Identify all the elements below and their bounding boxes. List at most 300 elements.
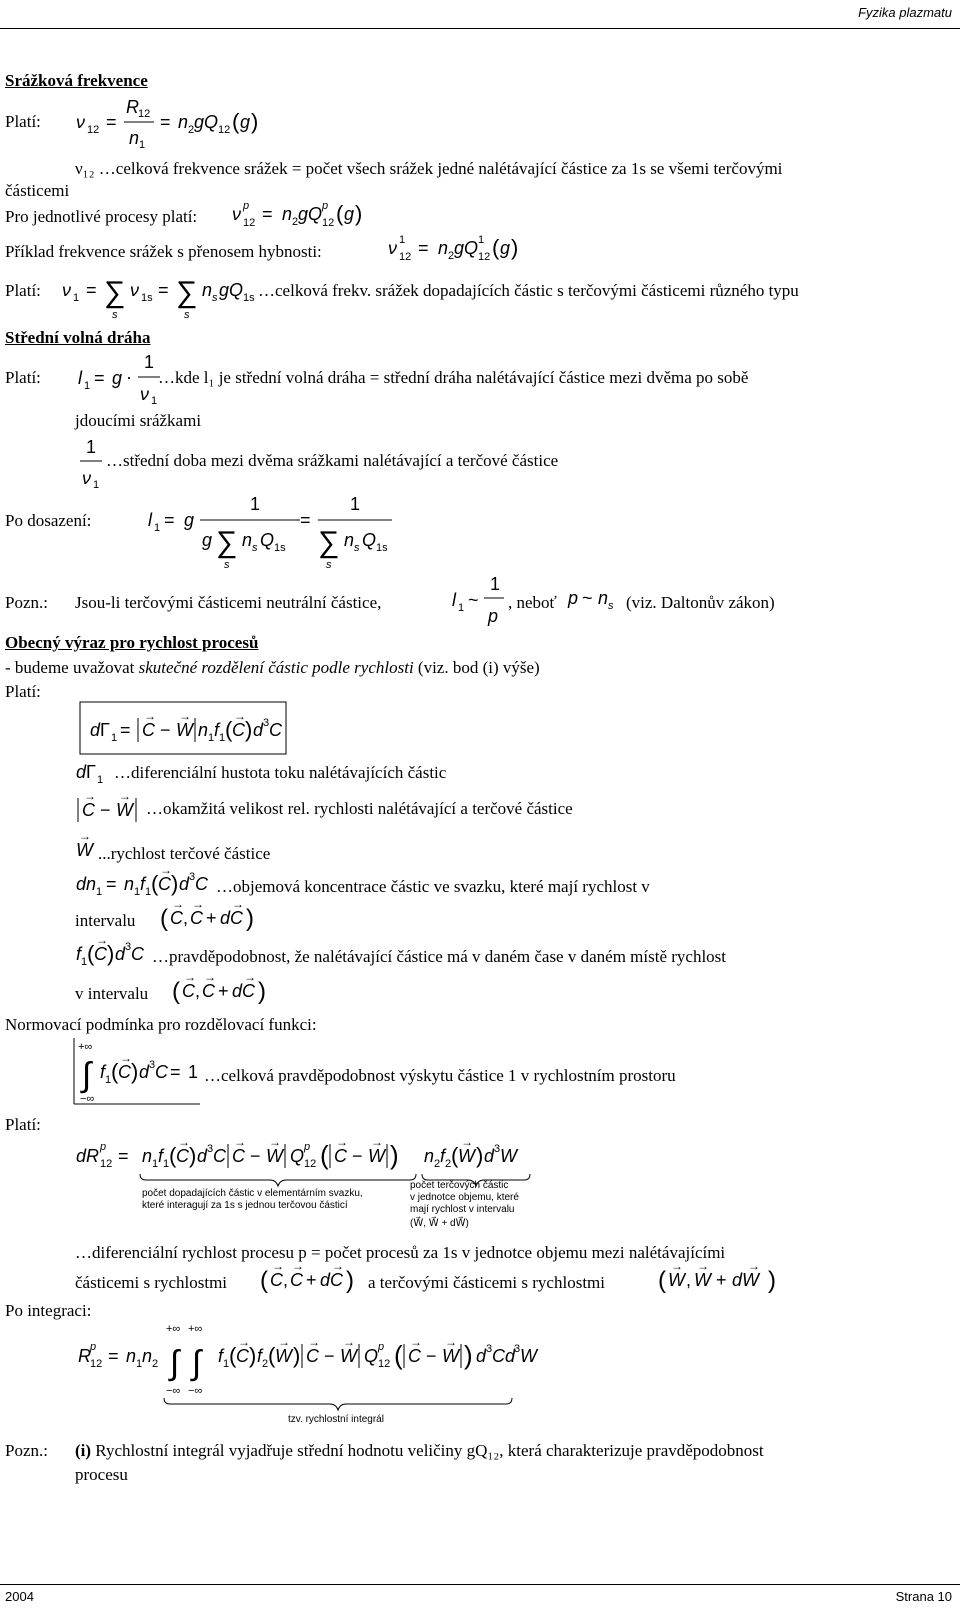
svg-text:12: 12 — [218, 124, 231, 136]
svg-text:f: f — [100, 1062, 106, 1082]
svg-text:C: C — [306, 1346, 319, 1366]
svg-text:3: 3 — [189, 871, 196, 883]
brace-label-2a: počet terčových částic — [410, 1180, 509, 1191]
section-heading-stredni-volna-draha: Střední volná dráha — [5, 328, 151, 347]
svg-text:n: n — [242, 530, 253, 550]
svg-text:p: p — [90, 1341, 97, 1353]
svg-text:→: → — [238, 1335, 250, 1349]
svg-text:f: f — [218, 1346, 224, 1366]
svg-text:d: d — [476, 1346, 487, 1366]
svg-text:d: d — [253, 720, 264, 740]
pozn-text-3: (viz. Daltonův zákon) — [626, 593, 775, 612]
svg-text:(: ( — [232, 109, 240, 134]
svg-text:∫: ∫ — [170, 1344, 180, 1382]
symbol-rel-velocity — [74, 790, 148, 826]
svg-text:12: 12 — [138, 108, 151, 120]
svg-text:·: · — [126, 367, 132, 387]
label-plati-2: Platí: — [5, 281, 41, 300]
po-dosazeni: Po dosazení: — [5, 511, 92, 530]
svg-text:(: ( — [492, 235, 500, 260]
svg-text:2: 2 — [448, 250, 455, 262]
svg-text:1s: 1s — [141, 292, 153, 304]
svg-text:gQ: gQ — [194, 112, 219, 132]
svg-text:~: ~ — [582, 588, 593, 608]
svg-text:−: − — [352, 1146, 363, 1166]
footer-rule — [0, 1584, 960, 1585]
pozn-label-2: Pozn.: — [5, 1441, 48, 1460]
svg-text:→: → — [204, 971, 216, 984]
svg-text:n: n — [124, 874, 135, 894]
svg-text:): ) — [464, 1340, 473, 1370]
svg-text:=: = — [300, 510, 311, 530]
svg-text:→: → — [445, 1335, 457, 1349]
svg-text:−∞: −∞ — [188, 1385, 203, 1397]
svg-text:d: d — [179, 874, 190, 894]
svg-text:C: C — [142, 720, 155, 740]
svg-text:C: C — [202, 981, 215, 1001]
svg-text:Q: Q — [362, 530, 377, 550]
celkova-frekv-text: …celková frekv. srážek dopadajících částic s terčovými částicemi různého typu — [258, 281, 799, 300]
svg-text:W: W — [442, 1346, 459, 1366]
svg-text:C: C — [408, 1346, 421, 1366]
svg-text:+: + — [206, 908, 217, 928]
svg-text:1: 1 — [145, 886, 152, 898]
svg-text:C: C — [270, 1270, 283, 1290]
interval-C-2 — [170, 971, 280, 1007]
svg-text:): ) — [189, 1143, 197, 1168]
diferencialni-rychlost-text: …diferenciální rychlost procesu p = počet procesů za 1s v jednotce objemu mezi nalétávajícími — [75, 1243, 726, 1262]
svg-text:l: l — [148, 510, 152, 530]
stredni-doba-text: …střední doba mezi dvěma srážkami nalétávající a terčové částice — [106, 451, 559, 470]
svg-text:): ) — [346, 1267, 354, 1294]
footer-year: 2004 — [5, 1589, 34, 1604]
svg-text:): ) — [293, 1343, 301, 1368]
svg-text:,: , — [283, 1270, 289, 1290]
svg-text:∑: ∑ — [216, 526, 238, 559]
svg-text:1: 1 — [490, 574, 501, 594]
svg-text:ν: ν — [388, 238, 397, 258]
svg-text:W: W — [500, 1146, 517, 1166]
svg-text:dC: dC — [220, 908, 244, 928]
svg-text:1: 1 — [73, 292, 80, 304]
normovaci-podminka: Normovací podmínka pro rozdělovací funkci: — [5, 1015, 317, 1034]
svg-text:f: f — [257, 1346, 263, 1366]
svg-text:C: C — [82, 800, 95, 820]
svg-text:1s: 1s — [274, 542, 286, 554]
svg-text:p: p — [304, 1141, 311, 1153]
svg-text:gQ: gQ — [454, 238, 479, 258]
svg-text:=: = — [106, 874, 117, 894]
svg-text:1: 1 — [154, 522, 161, 534]
svg-text:R: R — [78, 1346, 91, 1366]
svg-text:W: W — [266, 1146, 283, 1166]
svg-text:−: − — [250, 1146, 261, 1166]
pozn-text-i: (i) Rychlostní integrál vyjadřuje střední hodnotu veličiny gQ₁₂, která charakterizuje pravděpodobnost — [75, 1441, 764, 1460]
svg-text:=: = — [106, 112, 117, 132]
svg-text:Q: Q — [364, 1346, 379, 1366]
label-plati-5: Platí: — [5, 1115, 41, 1134]
svg-text:→: → — [697, 1260, 709, 1273]
svg-text:1: 1 — [97, 774, 104, 786]
equation-nu12p — [230, 196, 390, 232]
svg-text:=: = — [120, 720, 131, 740]
priklad-text: Příklad frekvence srážek s přenosem hybnosti: — [5, 242, 322, 261]
svg-text:C: C — [176, 1146, 189, 1166]
svg-text:→: → — [308, 1335, 320, 1349]
svg-text:−: − — [160, 720, 171, 740]
svg-text:(: ( — [151, 871, 159, 896]
svg-text:(: ( — [451, 1143, 459, 1168]
svg-text:f: f — [158, 1146, 164, 1166]
svg-text:1: 1 — [134, 886, 141, 898]
svg-text:,: , — [686, 1270, 692, 1290]
brace-label-1b: které interagují za 1s s jednou terčovou částicí — [142, 1200, 348, 1211]
svg-text:ν: ν — [232, 204, 241, 224]
svg-text:Q: Q — [290, 1146, 305, 1166]
equation-dn1 — [74, 864, 224, 900]
svg-text:n: n — [142, 1146, 153, 1166]
svg-text:=: = — [262, 204, 273, 224]
svg-text:d: d — [484, 1146, 495, 1166]
running-header: Fyzika plazmatu — [858, 5, 952, 20]
svg-text:∫: ∫ — [192, 1344, 202, 1382]
svg-text:d: d — [115, 944, 126, 964]
svg-text:1: 1 — [223, 1358, 230, 1370]
svg-text:n: n — [438, 238, 449, 258]
svg-text:s: s — [224, 559, 230, 571]
svg-text:1s: 1s — [243, 292, 255, 304]
svg-text:~: ~ — [468, 590, 479, 610]
svg-text:2: 2 — [152, 1358, 159, 1370]
svg-text:1: 1 — [163, 1158, 170, 1170]
svg-text:C: C — [334, 1146, 347, 1166]
svg-text:W: W — [176, 720, 193, 740]
svg-text:p: p — [568, 588, 579, 608]
svg-text:+: + — [218, 981, 229, 1001]
svg-text:C: C — [155, 1062, 168, 1082]
svg-text:W: W — [76, 840, 93, 860]
svg-text:1: 1 — [399, 234, 406, 246]
svg-text:1: 1 — [458, 602, 465, 614]
intro-line: - budeme uvažovat skutečné rozdělení částic podle rychlosti (viz. bod (i) výše) — [5, 658, 540, 677]
interval-W — [656, 1260, 796, 1296]
svg-text:): ) — [245, 717, 253, 742]
symbol-W-vector — [74, 830, 100, 862]
svg-text:n: n — [142, 1346, 153, 1366]
svg-text:C: C — [195, 874, 208, 894]
svg-text:(: ( — [268, 1343, 276, 1368]
svg-text:): ) — [511, 235, 519, 260]
svg-text:∑: ∑ — [176, 276, 198, 309]
pozn-text-i-cont: procesu — [75, 1465, 128, 1484]
svg-text:W: W — [694, 1270, 711, 1290]
svg-text:→: → — [234, 1135, 246, 1149]
svg-text:3: 3 — [207, 1143, 214, 1155]
svg-text:f: f — [76, 944, 82, 964]
brace-label-2d: (W⃗, W⃗ + dW⃗) — [410, 1218, 469, 1229]
svg-text:C: C — [131, 944, 144, 964]
svg-text:1: 1 — [105, 1074, 112, 1086]
svg-text:(: ( — [394, 1340, 403, 1370]
svg-text:12: 12 — [90, 1358, 103, 1370]
svg-text:ν: ν — [140, 384, 149, 404]
brace-label-2b: v jednotce objemu, které — [410, 1192, 519, 1203]
header-rule — [0, 28, 960, 29]
svg-text:p: p — [488, 606, 499, 626]
svg-text:n: n — [126, 1346, 137, 1366]
svg-text:,: , — [195, 981, 201, 1001]
intervalu-label: intervalu — [75, 911, 136, 930]
svg-text:3: 3 — [486, 1343, 493, 1355]
svg-text:→: → — [269, 1135, 281, 1149]
svg-text:l: l — [78, 368, 82, 388]
svg-text:C: C — [232, 1146, 245, 1166]
svg-text:1: 1 — [86, 437, 97, 457]
svg-text:s: s — [608, 600, 614, 612]
svg-text:dn: dn — [76, 874, 97, 894]
equation-nu12-1 — [386, 230, 546, 266]
svg-text:→: → — [671, 1260, 683, 1273]
svg-text:C: C — [190, 908, 203, 928]
section-heading-obecny-vyraz: Obecný výraz pro rychlost procesů — [5, 633, 259, 652]
svg-text:ν: ν — [82, 468, 91, 488]
svg-text:d: d — [139, 1062, 150, 1082]
svg-text:C: C — [118, 1062, 131, 1082]
svg-text:12: 12 — [304, 1158, 317, 1170]
svg-text:→: → — [179, 709, 191, 723]
interval-C-3 — [258, 1260, 368, 1296]
svg-text:(: ( — [111, 1059, 119, 1084]
svg-text:−∞: −∞ — [166, 1385, 181, 1397]
svg-text:→: → — [278, 1335, 290, 1349]
svg-text:→: → — [84, 790, 96, 803]
svg-text:12: 12 — [100, 1158, 113, 1170]
equation-p-prop-ns — [566, 586, 626, 614]
f1-description: …pravděpodobnost, že nalétávající částice má v daném čase v daném místě rychlost — [152, 947, 727, 966]
svg-text:Cd: Cd — [492, 1346, 516, 1366]
svg-text:g: g — [184, 510, 195, 530]
svg-text:): ) — [107, 941, 115, 966]
svg-text:2: 2 — [292, 216, 299, 228]
W-description: ...rychlost terčové částice — [98, 844, 271, 863]
equation-nu12 — [74, 96, 304, 150]
svg-text:12: 12 — [87, 124, 100, 136]
svg-text:→: → — [79, 830, 91, 843]
svg-text:C: C — [236, 1346, 249, 1366]
svg-text:s: s — [354, 542, 360, 554]
svg-text:): ) — [251, 109, 259, 134]
svg-text:): ) — [355, 201, 363, 226]
svg-text:W: W — [368, 1146, 385, 1166]
svg-text:ν: ν — [76, 112, 85, 132]
svg-text:): ) — [476, 1143, 484, 1168]
svg-text:→: → — [332, 1260, 344, 1273]
svg-text:1: 1 — [139, 139, 146, 150]
svg-text:p: p — [322, 200, 329, 212]
svg-text:n: n — [282, 204, 293, 224]
svg-text:R: R — [126, 97, 139, 117]
svg-text:(: ( — [658, 1267, 666, 1294]
svg-text:2: 2 — [262, 1358, 269, 1370]
equation-f1-d3C — [74, 934, 164, 970]
svg-text:+: + — [306, 1270, 317, 1290]
svg-text:1: 1 — [93, 479, 100, 491]
svg-text:n: n — [198, 720, 209, 740]
svg-text:n: n — [202, 280, 213, 300]
svg-text:→: → — [184, 971, 196, 984]
svg-text:=: = — [108, 1346, 119, 1366]
svg-text:Γ: Γ — [86, 762, 96, 782]
svg-text:→: → — [343, 1335, 355, 1349]
label-plati-3: Platí: — [5, 368, 41, 387]
svg-text:(: ( — [260, 1267, 268, 1294]
svg-text:d: d — [90, 720, 101, 740]
svg-text:): ) — [246, 905, 254, 932]
svg-text:→: → — [272, 1260, 284, 1273]
v-intervalu-label: v intervalu — [75, 984, 149, 1003]
svg-text:l: l — [452, 590, 456, 610]
a-tercovymi-text: a terčovými částicemi s rychlostmi — [368, 1273, 605, 1292]
svg-text:f: f — [214, 720, 220, 740]
pozn-label: Pozn.: — [5, 593, 48, 612]
brace-label-2c: mají rychlost v intervalu — [410, 1204, 515, 1215]
svg-text:1: 1 — [84, 380, 91, 392]
definition-nu12-cont: částicemi — [5, 181, 70, 200]
svg-text:2: 2 — [434, 1158, 441, 1170]
svg-text:(: ( — [336, 201, 344, 226]
l1-description: …kde l₁ je střední volná dráha = střední dráha nalétávající částice mezi dvěma po sobě — [158, 368, 749, 387]
dGamma1-description: …diferenciální hustota toku nalétávajících částic — [114, 763, 447, 782]
svg-text:12: 12 — [478, 251, 491, 263]
svg-text:12: 12 — [322, 217, 335, 229]
svg-text:C: C — [213, 1146, 226, 1166]
svg-text:=: = — [164, 510, 175, 530]
svg-text:→: → — [410, 1335, 422, 1349]
castice-s-rychlostmi: částicemi s rychlostmi — [75, 1273, 228, 1292]
svg-text:12: 12 — [399, 251, 412, 263]
svg-text:n: n — [424, 1146, 435, 1166]
svg-text:dW: dW — [732, 1270, 759, 1290]
svg-text:,: , — [183, 908, 189, 928]
svg-text:∫: ∫ — [82, 1056, 92, 1094]
svg-text:W: W — [668, 1270, 685, 1290]
svg-text:∑: ∑ — [318, 526, 340, 559]
pozn-text-1: Jsou-li terčovými částicemi neutrální částice, — [75, 593, 382, 612]
svg-text:Γ: Γ — [100, 720, 110, 740]
symbol-dGamma1 — [74, 758, 118, 786]
footer-page: Strana 10 — [895, 1589, 952, 1604]
svg-text:2: 2 — [188, 124, 195, 136]
svg-text:1: 1 — [219, 732, 226, 744]
svg-text:→: → — [144, 709, 156, 723]
svg-text:→: → — [160, 864, 172, 877]
svg-text:(: ( — [225, 717, 233, 742]
svg-text:→: → — [192, 898, 204, 911]
svg-text:): ) — [131, 1059, 139, 1084]
equation-nu1-sum — [60, 266, 270, 320]
svg-text:3: 3 — [149, 1059, 156, 1071]
svg-text:dC: dC — [232, 981, 256, 1001]
svg-text:+: + — [716, 1270, 727, 1290]
svg-text:1: 1 — [151, 395, 158, 407]
svg-text:f: f — [440, 1146, 446, 1166]
svg-text:): ) — [390, 1140, 399, 1170]
svg-text:→: → — [232, 898, 244, 911]
svg-text:n: n — [129, 128, 140, 148]
svg-text:1: 1 — [144, 352, 155, 372]
svg-text:=: = — [170, 1062, 181, 1082]
svg-text:−: − — [324, 1346, 335, 1366]
svg-text:f: f — [140, 874, 146, 894]
svg-text:n: n — [598, 588, 609, 608]
equation-R12p-integral — [74, 1318, 554, 1416]
dn1-description: …objemová koncentrace částic ve svazku, které mají rychlost v — [216, 877, 650, 896]
svg-text:12: 12 — [243, 217, 256, 229]
svg-text:3: 3 — [494, 1143, 501, 1155]
svg-text:12: 12 — [378, 1358, 391, 1370]
svg-text:C: C — [94, 944, 107, 964]
svg-text:): ) — [249, 1343, 257, 1368]
svg-text:−: − — [100, 800, 111, 820]
equation-l1-prop-1-over-p — [448, 574, 508, 630]
svg-text:(: ( — [87, 941, 95, 966]
svg-text:1: 1 — [81, 956, 88, 968]
label-plati-4: Platí: — [5, 682, 41, 701]
svg-text:p: p — [378, 1341, 385, 1353]
svg-text:−: − — [426, 1346, 437, 1366]
svg-text:→: → — [244, 971, 256, 984]
svg-text:−∞: −∞ — [80, 1093, 95, 1105]
svg-text:gQ: gQ — [298, 204, 323, 224]
svg-text:W: W — [520, 1346, 537, 1366]
rel-velocity-description: …okamžitá velikost rel. rychlosti nalétávající a terčové částice — [146, 799, 573, 818]
brace-label-3: tzv. rychlostní integrál — [288, 1414, 384, 1425]
svg-text:): ) — [768, 1267, 776, 1294]
svg-text:1: 1 — [250, 494, 261, 514]
svg-text:ν: ν — [130, 280, 139, 300]
svg-text:→: → — [371, 1135, 383, 1149]
section-heading-srazkova-frekvence: Srážková frekvence — [5, 71, 148, 90]
svg-text:p: p — [100, 1141, 107, 1153]
po-integraci: Po integraci: — [5, 1301, 92, 1320]
svg-text:): ) — [258, 978, 266, 1005]
svg-text:n: n — [344, 530, 355, 550]
svg-text:s: s — [112, 309, 118, 320]
svg-text:→: → — [119, 790, 131, 803]
svg-text:1: 1 — [350, 494, 361, 514]
svg-text:W: W — [116, 800, 133, 820]
svg-text:→: → — [234, 709, 246, 723]
svg-text:C: C — [182, 981, 195, 1001]
svg-text:1: 1 — [188, 1062, 199, 1082]
svg-text:1s: 1s — [376, 542, 388, 554]
svg-text:→: → — [748, 1260, 760, 1273]
svg-text:g: g — [344, 204, 355, 224]
svg-text:=: = — [94, 368, 105, 388]
svg-text:C: C — [232, 720, 245, 740]
procesy-text: Pro jednotlivé procesy platí: — [5, 207, 198, 226]
svg-text:s: s — [252, 542, 258, 554]
svg-text:1: 1 — [136, 1358, 143, 1370]
svg-text:d: d — [197, 1146, 208, 1166]
svg-text:C: C — [269, 720, 282, 740]
svg-text:g: g — [500, 238, 511, 258]
svg-text:Q: Q — [260, 530, 275, 550]
svg-text:dR: dR — [76, 1146, 100, 1166]
svg-text:1: 1 — [96, 886, 103, 898]
svg-text:s: s — [326, 559, 332, 571]
svg-text:=: = — [418, 238, 429, 258]
